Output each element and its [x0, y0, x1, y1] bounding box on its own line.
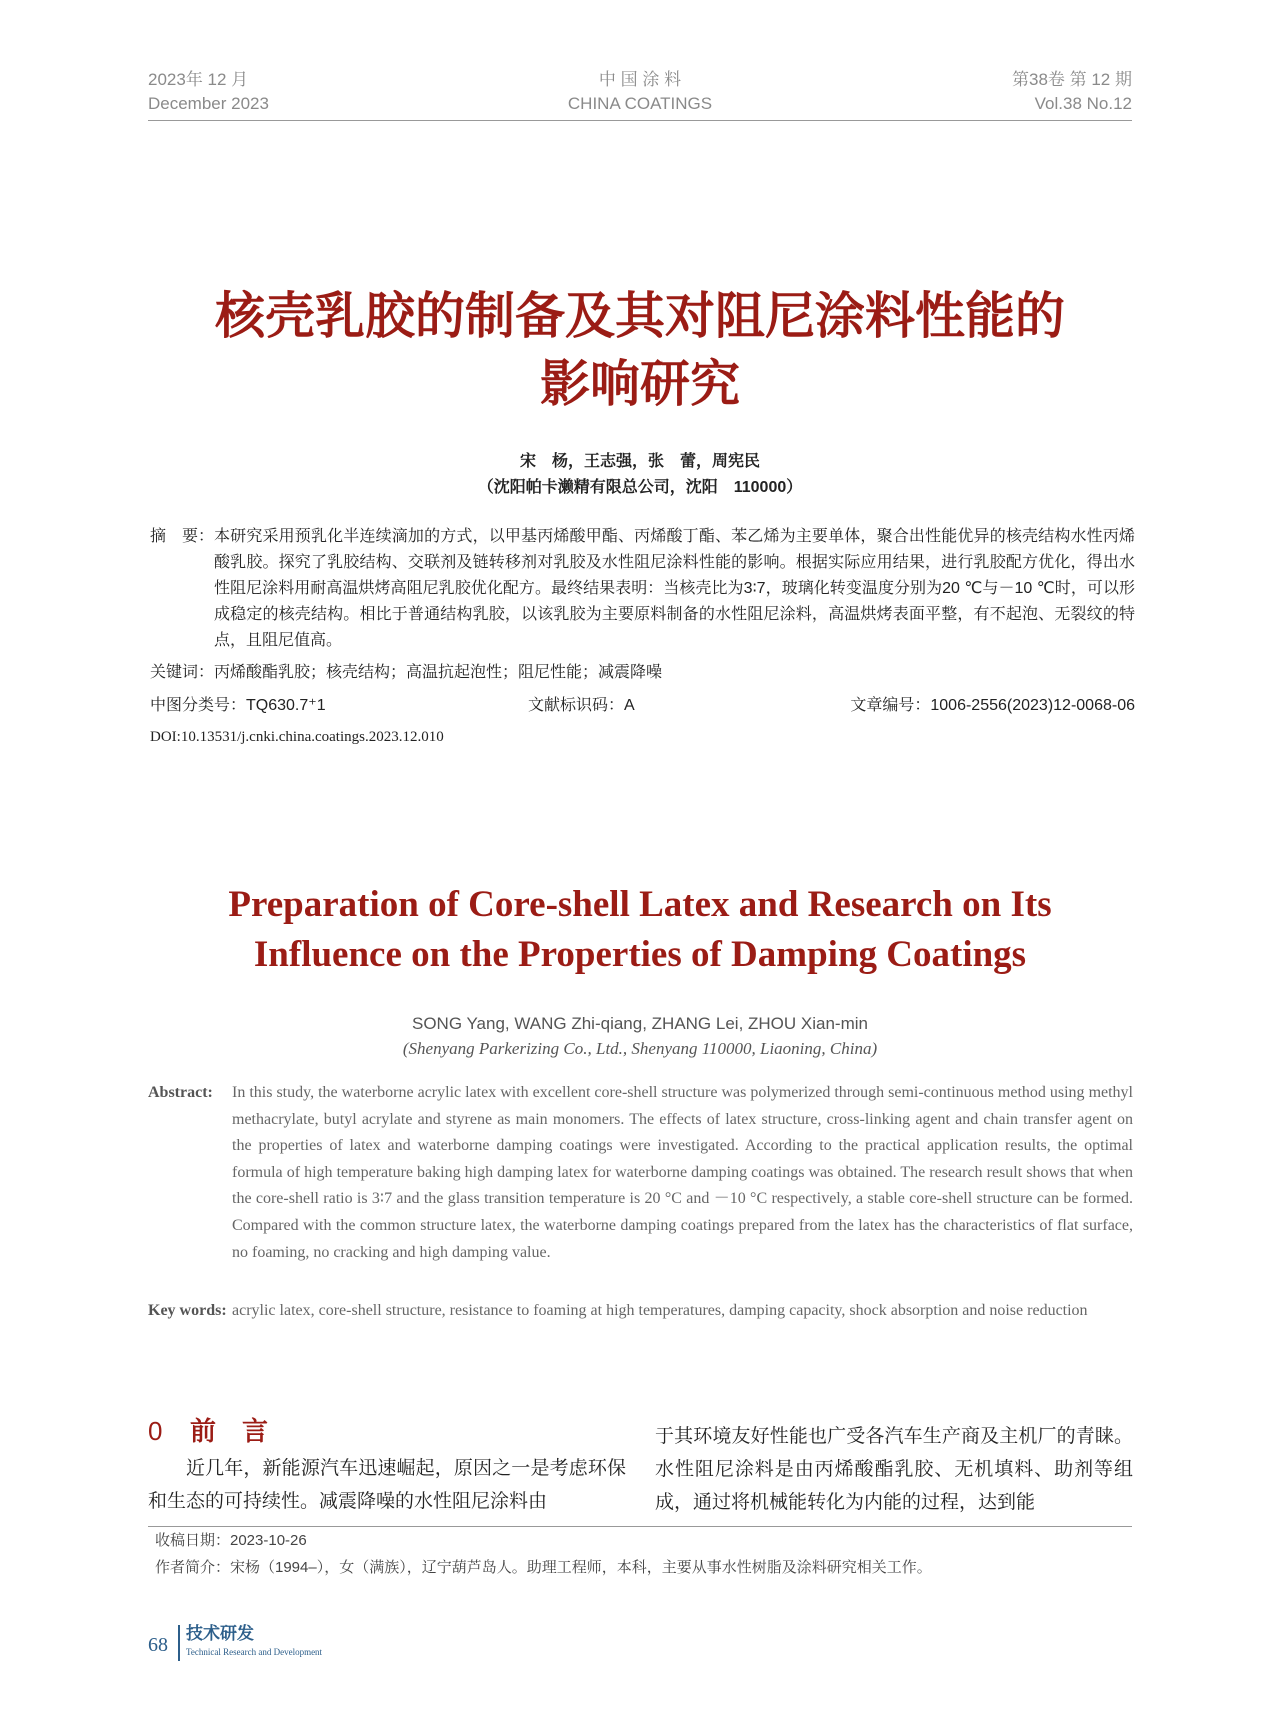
- cn-authors: 宋 杨，王志强，张 蕾，周宪民: [519, 453, 760, 470]
- cn-abstract-label: 摘 要：: [150, 528, 215, 545]
- cn-title: [140, 282, 1140, 418]
- en-title-line2: Influence on the Properties of Damping Coatings: [253, 934, 1027, 975]
- header-issue-en: Vol.38 No.12: [1034, 94, 1132, 113]
- footer-bar: [178, 1625, 180, 1661]
- en-abstract: [148, 1080, 1133, 1266]
- en-keywords: [148, 1298, 1133, 1325]
- header-journal-cn: 中 国 涂 料: [598, 70, 682, 89]
- cn-title-line2: 影响研究: [540, 355, 740, 413]
- cn-keywords: 关键词：丙烯酸酯乳胶；核壳结构；高温抗起泡性；阻尼性能；减震降噪: [150, 664, 663, 681]
- en-abstract-text: In this study, the waterborne acrylic latex with excellent core-shell structure was polymerized through semi-continuous method using methyl methacrylate, butyl acrylate and styrene as main monomers. The effects of latex structure, cross-linking agent and chain transfer agent on the properties of latex and waterborne damping coatings were investigated. According to the practical application results, the optimal formula of high temperature baking high damping latex for waterborne damping coatings was obtained. The research result shows that when the core-shell ratio is 3∶7 and the glass transition temperature is 20 °C and －10 °C respectively, a stable core-shell structure can be formed. Compared with the common structure latex, the waterborne damping coatings prepared from the latex has the characteristics of flat surface, no foaming, no cracking and high damping value.: [232, 1084, 1133, 1261]
- header-date-cn: 2023年 12 月: [148, 70, 249, 89]
- section-heading: [148, 1414, 268, 1448]
- cn-abstract: [150, 524, 1135, 654]
- footnote-received: 收稿日期：2023-10-26: [155, 1532, 307, 1549]
- cn-classification: 中图分类号：TQ630.7⁺1: [150, 697, 326, 714]
- en-affiliation: (Shenyang Parkerizing Co., Ltd., Shenyang 110000, Liaoning, China): [402, 1039, 878, 1058]
- header-issue-cn: 第38卷 第 12 期: [1012, 70, 1132, 89]
- en-abstract-label: Abstract:: [148, 1084, 213, 1101]
- cn-title-line1: 核壳乳胶的制备及其对阻尼涂料性能的: [215, 287, 1065, 345]
- header-journal-en: CHINA COATINGS: [567, 94, 713, 113]
- en-keywords-text: acrylic latex, core-shell structure, resistance to foaming at high temperatures, damping capacity, shock absorption and noise reduction: [232, 1302, 1088, 1319]
- body-column-right: 于其环境友好性能也广受各汽车生产商及主机厂的青睐。水性阻尼涂料是由丙烯酸酯乳胶、无机填料、助剂等组成，通过将机械能转化为内能的过程，达到能: [655, 1425, 1133, 1513]
- footnote-divider: [148, 1526, 1132, 1527]
- header-date: [148, 68, 269, 116]
- en-title-line1: Preparation of Core-shell Latex and Research on Its: [228, 884, 1052, 925]
- en-keywords-label: Key words:: [148, 1302, 227, 1319]
- body-column-left: 近几年，新能源汽车迅速崛起，原因之一是考虑环保和生态的可持续性。减震降噪的水性阻尼涂料由: [148, 1457, 626, 1512]
- footer-section-en: Technical Research and Development: [186, 1647, 323, 1657]
- header-date-en: December 2023: [148, 94, 269, 113]
- header-issue: [1012, 68, 1132, 116]
- header-divider: [148, 120, 1132, 121]
- footnote-author-bio: 作者简介：宋杨（1994–），女（满族），辽宁葫芦岛人。助理工程师，本科，主要从事水性树脂及涂料研究相关工作。: [155, 1559, 932, 1576]
- cn-doc-code: 文献标识码：A: [528, 697, 635, 714]
- header-journal: [540, 68, 740, 116]
- footer-section-cn: 技术研发: [186, 1624, 254, 1643]
- cn-article-number: 文章编号：1006-2556(2023)12-0068-06: [850, 697, 1135, 714]
- cn-abstract-text: 本研究采用预乳化半连续滴加的方式，以甲基丙烯酸甲酯、丙烯酸丁酯、苯乙烯为主要单体，聚合出性能优异的核壳结构水性丙烯酸乳胶。探究了乳胶结构、交联剂及链转移剂对乳胶及水性阻尼涂料性能的影响。根据实际应用结果，进行乳胶配方优化，得出水性阻尼涂料用耐高温烘烤高阻尼乳胶优化配方。最终结果表明：当核壳比为3∶7，玻璃化转变温度分别为20 ℃与－10 ℃时，可以形成稳定的核壳结构。相比于普通结构乳胶，以该乳胶为主要原料制备的水性阻尼涂料，高温烘烤表面平整，有不起泡、无裂纹的特点，且阻尼值高。: [214, 528, 1135, 649]
- cn-affiliation: （沈阳帕卡濑精有限总公司，沈阳 110000）: [477, 479, 803, 496]
- en-title: [140, 880, 1140, 980]
- en-authors: SONG Yang, WANG Zhi-qiang, ZHANG Lei, ZHOU Xian-min: [412, 1014, 868, 1033]
- section-title: 前 言: [190, 1416, 269, 1446]
- page-number: 68: [148, 1634, 168, 1656]
- section-number: 0: [148, 1416, 163, 1446]
- doi-link[interactable]: DOI:10.13531/j.cnki.china.coatings.2023.12.010: [150, 729, 444, 745]
